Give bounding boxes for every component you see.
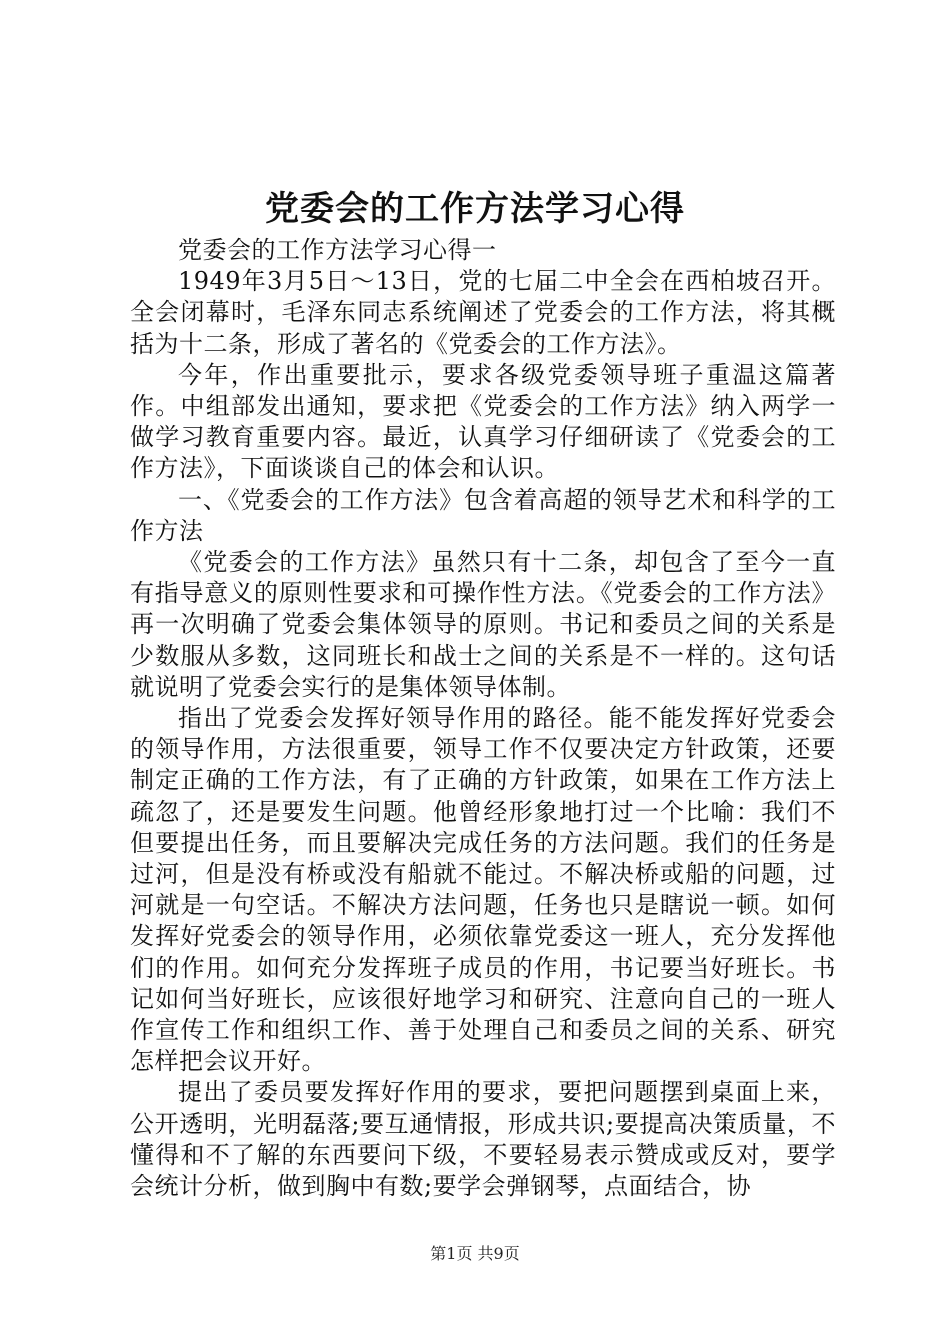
paragraph: 今年，作出重要批示，要求各级党委领导班子重温这篇著作。中组部发出通知，要求把《党委会的工作方法》纳入两学一做学习教育重要内容。最近，认真学习仔细研读了《党委会的工作方法》，下面谈谈自己的体会和认识。 xyxy=(130,360,836,483)
paragraph: 1949年3月5日～13日，党的七届二中全会在西柏坡召开。全会闭幕时，毛泽东同志系统阐述了党委会的工作方法，将其概括为十二条，形成了著名的《党委会的工作方法》。 xyxy=(130,267,836,358)
section-heading: 一、《党委会的工作方法》包含着高超的领导艺术和科学的工作方法 xyxy=(130,485,836,545)
document-title: 党委会的工作方法学习心得 xyxy=(265,189,685,229)
paragraph: 提出了委员要发挥好作用的要求，要把问题摆到桌面上来，公开透明，光明磊落;要互通情报，形成共识;要提高决策质量，不懂得和不了解的东西要问下级，不要轻易表示赞成或反对，要学会统计分析，做到胸中有数;要学会弹钢琴，点面结合，协 xyxy=(130,1078,836,1201)
document-body xyxy=(130,235,836,1202)
page-number: 第1页 共9页 xyxy=(430,1244,520,1263)
paragraph: 《党委会的工作方法》虽然只有十二条，却包含了至今一直有指导意义的原则性要求和可操作性方法。《党委会的工作方法》再一次明确了党委会集体领导的原则。书记和委员之间的关系是少数服从多数，这同班长和战士之间的关系是不一样的。这句话就说明了党委会实行的是集体领导体制。 xyxy=(130,548,836,701)
paragraph-subtitle: 党委会的工作方法学习心得一 xyxy=(178,236,497,264)
paragraph: 指出了党委会发挥好领导作用的路径。能不能发挥好党委会的领导作用，方法很重要，领导工作不仅要决定方针政策，还要制定正确的工作方法，有了正确的方针政策，如果在工作方法上疏忽了，还是要发生问题。他曾经形象地打过一个比喻：我们不但要提出任务，而且要解决完成任务的方法问题。我们的任务是过河，但是没有桥或没有船就不能过。不解决桥或船的问题，过河就是一句空话。不解决方法问题，任务也只是瞎说一顿。如何发挥好党委会的领导作用，必须依靠党委这一班人，充分发挥他们的作用。如何充分发挥班子成员的作用，书记要当好班长。书记如何当好班长，应该很好地学习和研究、注意向自己的一班人作宣传工作和组织工作、善于处理自己和委员之间的关系、研究怎样把会议开好。 xyxy=(130,704,836,1076)
